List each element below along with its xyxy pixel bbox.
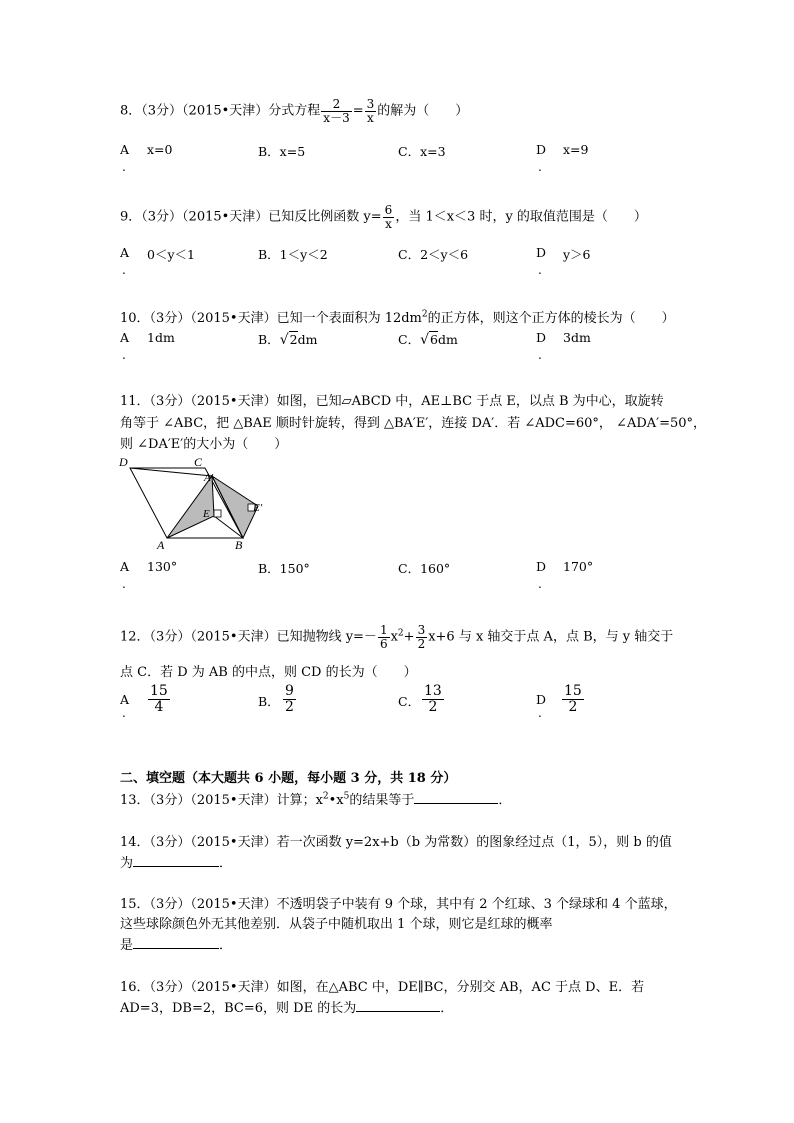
question-15-line-2: 这些球除颜色外无其他差别．从袋子中随机取出 1 个球，则它是红球的概率 — [120, 917, 553, 932]
option-d-label[interactable]: D — [536, 330, 547, 345]
question-10-stem: 10．（3分）（2015•天津）已知一个表面积为 $12dm^2$的正方体，则这个正方体的棱长为（ ） — [120, 309, 675, 326]
question-9-stem: 9．（3分）（2015•天津）已知反比例函数 y= $\frac{6}{x}$ ，当 1＜x＜3 时，y 的取值范围是（ ） — [120, 203, 647, 231]
fraction: $\frac{3}{x}$ — [366, 97, 375, 125]
option-a-text[interactable]: 0＜y＜1 — [147, 247, 195, 262]
option-b-fraction[interactable]: $\frac{9}{2}$ — [285, 683, 294, 715]
label-e-prime: E′ — [253, 502, 263, 514]
question-13: 13．（3分）（2015•天津）计算；$x^2•x^5$的结果等于 ． — [120, 791, 512, 808]
option-c[interactable]: C．√6dm — [398, 332, 458, 348]
question-14-line-2: 为 ． — [120, 856, 233, 871]
option-c[interactable]: C．x=3 — [398, 144, 446, 159]
option-d-label[interactable]: D — [536, 245, 547, 260]
label-b: B — [235, 538, 243, 552]
option-a-label[interactable]: A — [120, 330, 130, 345]
answer-blank[interactable] — [356, 999, 440, 1012]
question-11-line-3: 则 ∠DA′E′的大小为（ ） — [120, 437, 288, 452]
option-a-label[interactable]: A — [120, 559, 130, 574]
label-c: C — [194, 455, 203, 469]
option-d-label[interactable]: D — [536, 559, 547, 574]
question-12-line-2: 点 C．若 D 为 AB 的中点，则 CD 的长为（ ） — [120, 665, 417, 680]
label-e: E — [203, 508, 210, 520]
question-16-line-1: 16．（3分）（2015•天津）如图，在△ABC 中，DE∥BC，分别交 AB，AC 于点 D、E．若 — [120, 980, 645, 995]
option-d-text[interactable]: y＞6 — [563, 247, 591, 262]
question-8-stem: 8．（3分）（2015•天津）分式方程 $\frac{2}{x-3}$ = $\frac{3}{x}$ 的解为（ ） — [120, 97, 469, 125]
question-12-stem: 12．（3分）（2015•天津）已知抛物线 y=－ $\frac{1}{6}$ $x^2+$ $\frac{3}{2}$ x+6 与 x 轴交于点 A，点 B，与 y 轴交于 — [120, 623, 674, 651]
option-b[interactable]: B．150° — [258, 561, 310, 576]
option-c-label[interactable]: C． — [398, 694, 421, 709]
option-b[interactable]: B．√2dm — [258, 332, 318, 348]
option-c-fraction[interactable]: $\frac{13}{2}$ — [424, 683, 442, 715]
question-16-line-2: AD=3，DB=2，BC=6，则 DE 的长为 ． — [120, 1001, 454, 1016]
question-15-line-1: 15．（3分）（2015•天津）不透明袋子中装有 9 个球，其中有 2 个红球、3 个绿球和 4 个蓝球， — [120, 897, 677, 912]
option-d-label[interactable]: D — [536, 142, 547, 157]
question-11-line-1: 11．（3分）（2015•天津）如图，已知▱ABCD 中，AE⊥BC 于点 E，以点 B 为中心，取旋转 — [120, 394, 664, 409]
label-d: D — [119, 455, 128, 469]
option-b-label[interactable]: B． — [258, 694, 280, 709]
option-a-label[interactable]: A — [120, 245, 130, 260]
question-11-line-2: 角等于 ∠ABC，把 △BAE 顺时针旋转，得到 △BA′E′，连接 DA′．若 ∠ADC=60°， ∠ADA′=50°， — [120, 416, 707, 431]
answer-blank[interactable] — [133, 936, 219, 949]
option-a-label[interactable]: A — [120, 142, 130, 157]
label-a: A — [157, 538, 165, 552]
parallelogram-figure — [112, 452, 282, 552]
option-d-text[interactable]: x=9 — [563, 142, 589, 157]
option-c[interactable]: C．2＜y＜6 — [398, 247, 469, 262]
fraction: $\frac{1}{6}$ — [379, 623, 388, 651]
option-a-text[interactable]: 1dm — [147, 330, 175, 345]
option-d-label[interactable]: D — [536, 692, 547, 707]
answer-blank[interactable] — [414, 791, 498, 804]
question-14-line-1: 14．（3分）（2015•天津）若一次函数 y=2x+b（b 为常数）的图象经过点（1，5），则 b 的值 — [120, 835, 672, 850]
fraction: $\frac{2}{x-3}$ — [323, 97, 350, 125]
fraction: $\frac{3}{2}$ — [417, 623, 426, 651]
fraction: $\frac{6}{x}$ — [384, 203, 393, 231]
option-d-text[interactable]: 170° — [563, 559, 594, 574]
option-d-fraction[interactable]: $\frac{15}{2}$ — [564, 683, 582, 715]
option-a-fraction[interactable]: $\frac{15}{4}$ — [150, 683, 168, 715]
option-b[interactable]: B．x=5 — [258, 144, 306, 159]
option-c[interactable]: C．160° — [398, 561, 451, 576]
option-a-text[interactable]: 130° — [147, 559, 178, 574]
question-15-line-3: 是 ． — [120, 938, 233, 953]
section-heading: 二、填空题（本大题共 6 小题，每小题 3 分，共 18 分） — [120, 771, 457, 786]
option-d-text[interactable]: 3dm — [563, 330, 591, 345]
label-a-prime: A′ — [204, 472, 214, 484]
answer-blank[interactable] — [133, 854, 219, 867]
option-a-label[interactable]: A — [120, 692, 130, 707]
option-a-text[interactable]: x=0 — [147, 142, 173, 157]
option-b[interactable]: B．1＜y＜2 — [258, 247, 328, 262]
